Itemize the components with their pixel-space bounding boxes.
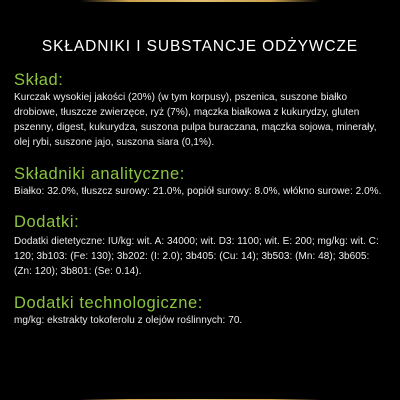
section-additives [14,212,390,279]
section-heading-additives: Dodatki: [14,213,80,231]
section-heading-technological-additives: Dodatki technologiczne: [14,294,203,312]
section-heading-analytical: Składniki analityczne: [14,165,185,183]
section-composition [14,70,390,150]
section-body-analytical: Białko: 32.0%, tłuszcz surowy: 21.0%, popiół surowy: 8.0%, włókno surowe: 2.0%. [14,186,382,197]
section-heading-composition: Skład: [14,71,64,89]
section-body-additives: Dodatki dietetyczne: IU/kg: wit. A: 34000; wit. D3: 1100; wit. E: 200; mg/kg: wit. C: 120; 3b103: (Fe: 130); 3b202: (I: 2.0); 3b405: (Cu: 14); 3b503: (Mn: 48); 3b605: (Zn: 120); 3b801: (Se: 0.14). [14,236,379,277]
section-analytical [14,164,390,199]
section-body-technological-additives: mg/kg: ekstrakty tokoferolu z olejów roślinnych: 70. [14,315,243,326]
section-body-composition: Kurczak wysokiej jakości (20%) (w tym korpusy), pszenica, suszone białko drobiowe, tłuszcze zwierzęce, ryż (7%), mączka białkowa z kukurydzy, gluten pszenny, digest, kukurydza, suszona pulpa buraczana, mączka sojowa, minerały, olej rybi, suszone jajo, suszona siara (0,1%). [14,92,377,148]
page-title: SKŁADNIKI I SUBSTANCJE ODŻYWCZE [41,38,359,55]
content-area [14,70,390,328]
section-technological-additives [14,293,390,328]
top-gold-divider [80,0,320,2]
